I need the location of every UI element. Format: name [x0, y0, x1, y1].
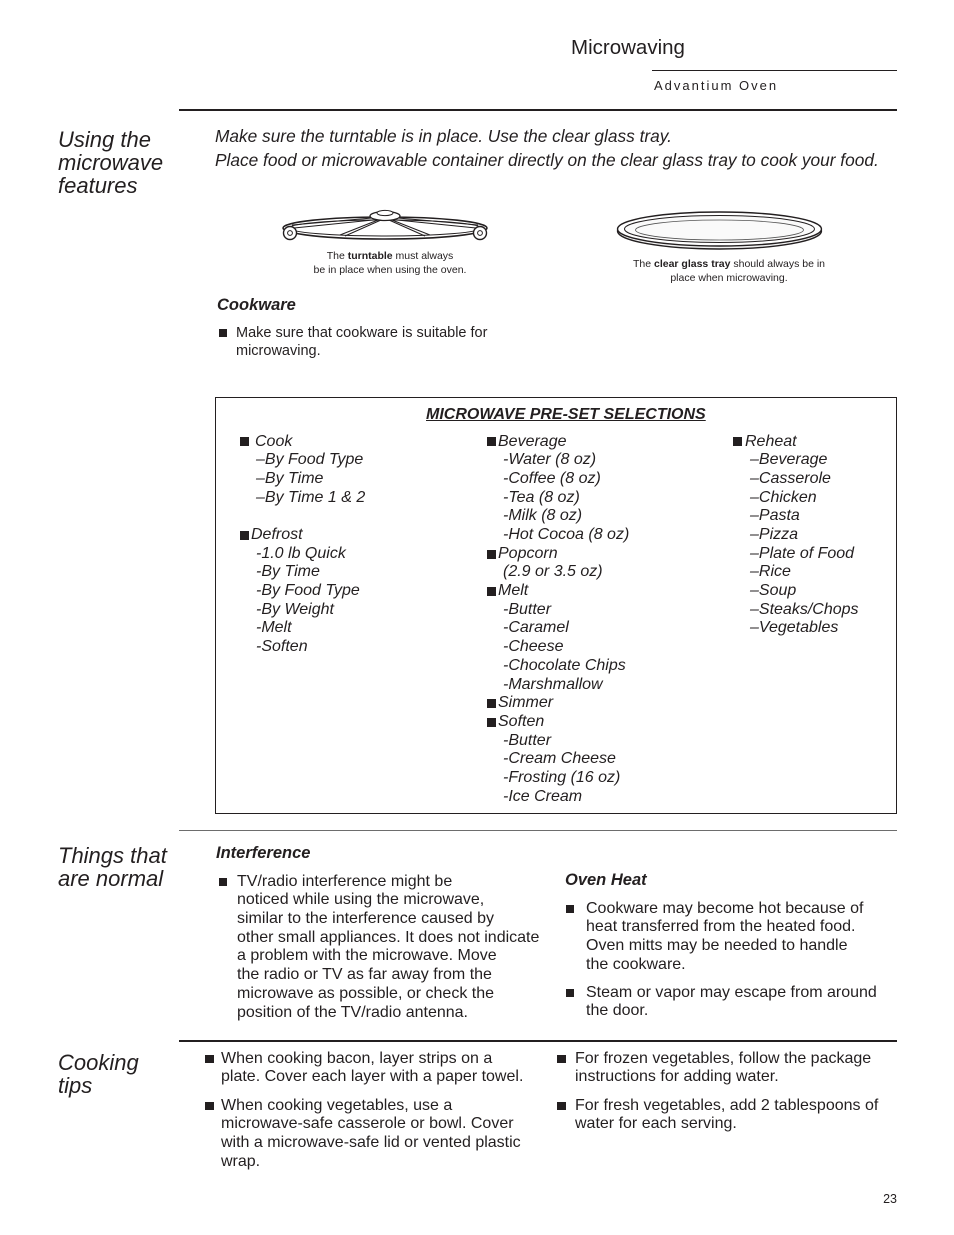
preset-group-defrost: Defrost	[240, 526, 365, 545]
tray-caption: The clear glass tray should always be in place when microwaving.	[632, 258, 826, 284]
preset-spacer	[240, 507, 365, 526]
preset-group-melt: Melt	[487, 582, 629, 601]
top-divider	[179, 109, 897, 111]
turntable-wheel	[474, 227, 487, 240]
bullet-icon	[487, 550, 496, 559]
preset-item: -By Weight	[256, 600, 334, 618]
turntable-caption: The turntable must always be in place when using the oven.	[313, 250, 467, 276]
preset-item: -Cheese	[503, 638, 564, 656]
bullet-icon	[487, 437, 496, 446]
cookware-bullet: Make sure that cookware is suitable for microwaving.	[219, 324, 487, 360]
preset-item: -Butter	[503, 731, 552, 749]
intro-line: Place food or microwavable container directly on the clear glass tray to cook your food.	[215, 150, 879, 170]
preset-item: -Soften	[256, 638, 308, 656]
preset-item: -Chocolate Chips	[503, 656, 626, 674]
preset-group-beverage: Beverage	[487, 433, 629, 452]
preset-item: –Pizza	[750, 526, 799, 544]
preset-group-reheat: Reheat	[733, 433, 859, 452]
bullet-icon	[487, 699, 496, 708]
oven-heat-bullet: Cookware may become hot because of heat transferred from the heated food. Oven mitts may be needed to handle the cookware.	[566, 900, 863, 975]
preset-item: –Casserole	[750, 469, 831, 487]
preset-item: –By Time 1 & 2	[256, 488, 366, 506]
bullet-icon	[733, 437, 742, 446]
bullet-icon	[557, 1102, 566, 1111]
cooking-tip-bullet: For fresh vegetables, add 2 tablespoons of water for each serving.	[557, 1097, 878, 1134]
tray-rim-inner	[625, 216, 815, 243]
cooking-tip-bullet: For frozen vegetables, follow the package instructions for adding water.	[557, 1050, 871, 1087]
preset-item: –Vegetables	[750, 619, 839, 637]
cookware-heading: Cookware	[217, 296, 296, 314]
features-intro	[215, 124, 879, 172]
bullet-icon	[240, 531, 249, 540]
oven-heat-heading: Oven Heat	[565, 871, 647, 889]
preset-group-soften: Soften	[487, 713, 629, 732]
preset-item: -Ice Cream	[503, 787, 583, 805]
preset-group-simmer: Simmer	[487, 694, 629, 713]
cooking-tips-heading: Cooking tips	[58, 1049, 139, 1098]
preset-item: -Caramel	[503, 619, 569, 637]
preset-item: –Beverage	[750, 451, 828, 469]
preset-item: -By Food Type	[256, 582, 360, 600]
header-rule	[652, 70, 897, 71]
section-title: Microwaving	[571, 36, 685, 59]
section-divider	[179, 1040, 897, 1042]
normal-heading: Things that are normal	[58, 842, 167, 891]
preset-item: –Steaks/Chops	[750, 600, 859, 618]
bullet-icon	[487, 587, 496, 596]
product-name: Advantium Oven	[654, 78, 779, 93]
preset-group-cook: Cook	[240, 433, 365, 452]
preset-item: –By Food Type	[256, 451, 364, 469]
preset-item: -Tea (8 oz)	[503, 488, 580, 506]
preset-item: –Plate of Food	[750, 544, 855, 562]
preset-item: -Milk (8 oz)	[503, 507, 583, 525]
interference-heading: Interference	[216, 844, 311, 862]
turntable-wheel	[284, 227, 297, 240]
preset-item: –Rice	[750, 563, 791, 581]
preset-column	[733, 433, 859, 639]
caption-emphasis: clear glass tray	[653, 258, 731, 270]
bullet-icon	[205, 1102, 214, 1111]
preset-item: -Frosting (16 oz)	[503, 768, 621, 786]
preset-item: -Marshmallow	[503, 675, 603, 693]
preset-item: -1.0 lb Quick	[256, 544, 346, 562]
cooking-tip-bullet: When cooking vegetables, use a microwave-safe casserole or bowl. Cover with a microwave-safe lid or vented plastic wrap.	[205, 1097, 521, 1172]
preset-column	[240, 433, 365, 657]
caption-emphasis: turntable	[347, 250, 393, 262]
bullet-icon	[557, 1055, 566, 1064]
preset-item: -Hot Cocoa (8 oz)	[503, 526, 630, 544]
preset-item: (2.9 or 3.5 oz)	[503, 563, 603, 581]
preset-item: -By Time	[256, 563, 320, 581]
bullet-icon	[219, 878, 227, 886]
oven-heat-bullet: Steam or vapor may escape from around the door.	[566, 984, 877, 1021]
preset-item: –Chicken	[750, 488, 817, 506]
preset-item: -Cream Cheese	[503, 750, 616, 768]
turntable-illustration	[278, 204, 493, 252]
preset-item: –Pasta	[750, 507, 800, 525]
page-number: 23	[883, 1192, 897, 1206]
bullet-icon	[566, 989, 574, 997]
preset-item: –Soup	[750, 582, 797, 600]
section-divider	[179, 830, 897, 831]
cooking-tip-bullet: When cooking bacon, layer strips on a plate. Cover each layer with a paper towel.	[205, 1050, 523, 1087]
preset-item: -Coffee (8 oz)	[503, 469, 601, 487]
preset-item: -Water (8 oz)	[503, 451, 597, 469]
bullet-icon	[566, 905, 574, 913]
preset-title: MICROWAVE PRE-SET SELECTIONS	[426, 406, 706, 423]
bullet-icon	[487, 718, 496, 727]
turntable-hub-top	[377, 210, 393, 215]
preset-group-popcorn: Popcorn	[487, 545, 629, 564]
preset-item: –By Time	[256, 469, 324, 487]
bullet-icon	[205, 1055, 214, 1064]
features-heading: Using the microwave features	[58, 126, 164, 198]
bullet-icon	[240, 437, 249, 446]
preset-item: -Butter	[503, 600, 552, 618]
glass-tray-illustration	[612, 204, 827, 254]
preset-column	[487, 433, 629, 807]
preset-item: -Melt	[256, 619, 292, 637]
bullet-icon	[219, 329, 227, 337]
intro-line: Make sure the turntable is in place. Use the clear glass tray.	[215, 126, 672, 146]
interference-bullet: TV/radio interference might be noticed while using the microwave, similar to the interference caused by other small appliances. It does not indicate a problem with the microwave. Move the radio or TV as far away from the microwave as possible, or check the position of the TV/radio antenna.	[219, 873, 539, 1023]
